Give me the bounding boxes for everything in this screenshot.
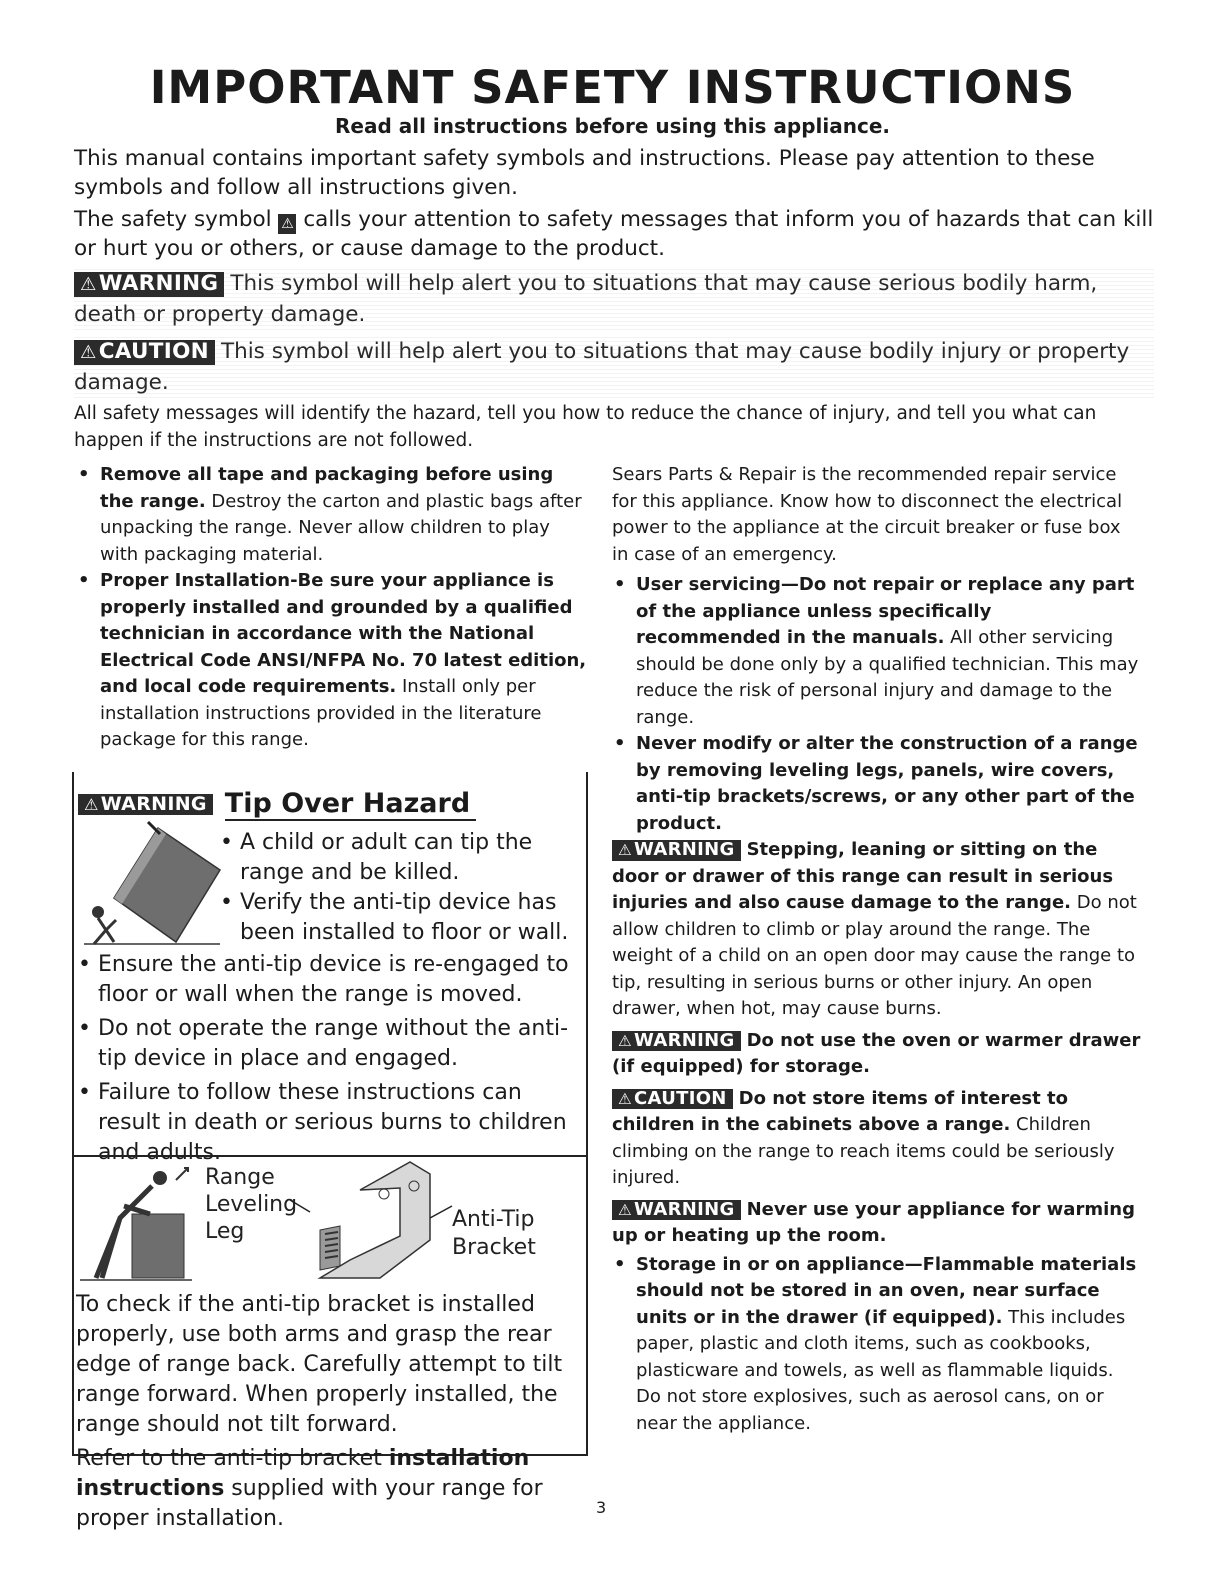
tip-figure-bullets (218, 828, 578, 948)
list-item: • Do not operate the range without the anti-tip device in place and engaged. (76, 1014, 574, 1074)
refer-paragraph: Refer to the anti-tip bracket installation instructions supplied with your range for proper installation. (76, 1446, 543, 1531)
label-range: Range (205, 1165, 275, 1190)
list-item: • Storage in or on appliance—Flammable materials should not be stored in an oven, near surface units or in the drawer (if equipped). This includes paper, plastic and cloth items, such as cookbooks, plasticware and towels, as well as flammable liquids. Do not store explosives, such as aerosol cans, on or near the appliance. (612, 1252, 1142, 1438)
safety-symbol-paragraph (74, 205, 1154, 263)
warning-triangle-icon: ⚠ (278, 214, 296, 234)
list-item: • Ensure the anti-tip device is re-engaged to floor or wall when the range is moved. (76, 950, 574, 1010)
anti-tip-bracket-illustration (280, 1160, 460, 1290)
safety-symbol-text-b: calls your attention to safety messages that inform you of hazards that can kill or hurt you or others, or cause damage to the product. (74, 207, 1154, 261)
label-anti-tip: Anti-Tip (452, 1207, 535, 1232)
warning-definition-text: This symbol will help alert you to situations that may cause serious bodily harm, death or property damage. (74, 271, 1098, 327)
tipping-range-illustration (84, 820, 234, 948)
warning-triangle-icon: ⚠ (618, 1200, 633, 1219)
safety-messages-paragraph: All safety messages will identify the hazard, tell you how to reduce the chance of injury, and tell you what can happen if the instructions are not followed. (74, 403, 1097, 451)
list-item: • Verify the anti-tip device has been installed to floor or wall. (218, 888, 578, 948)
warning-triangle-icon: ⚠ (80, 274, 97, 295)
warning-paragraph: ⚠ WARNING Never use your appliance for warming up or heating up the room. (612, 1198, 1135, 1246)
intro-paragraph: This manual contains important safety symbols and instructions. Please pay attention to these symbols and follow all instructions given. (74, 146, 1095, 200)
label-leveling: Leveling (205, 1192, 298, 1217)
person-tilting-range-illustration (80, 1162, 200, 1284)
safety-symbol-text-a: The safety symbol (74, 207, 272, 232)
caution-paragraph: ⚠ CAUTION Do not store items of interest to children in the cabinets above a range. Children climbing on the range to reach items could be seriously injured. (612, 1087, 1115, 1188)
caution-badge: ⚠ CAUTION (612, 1089, 733, 1110)
warning-triangle-icon: ⚠ (618, 1031, 633, 1050)
left-column (76, 462, 588, 754)
sears-paragraph: Sears Parts & Repair is the recommended repair service for this appliance. Know how to disconnect the electrical power to the appliance at the circuit breaker or fuse box in case of an emergency. (612, 464, 1123, 565)
divider (74, 1155, 586, 1157)
page-title: IMPORTANT SAFETY INSTRUCTIONS (149, 61, 1076, 114)
tip-check-text (76, 1290, 576, 1534)
warning-triangle-icon: ⚠ (80, 342, 97, 363)
right-column (612, 462, 1142, 1437)
tip-bullets (76, 950, 574, 1168)
list-item: • Remove all tape and packaging before using the range. Destroy the carton and plastic bags after unpacking the range. Never allow children to play with packaging material. (76, 462, 588, 568)
warning-badge: ⚠ WARNING (612, 1031, 741, 1052)
warning-triangle-icon: ⚠ (618, 1089, 633, 1108)
page-number: 3 (596, 1498, 607, 1517)
label-leg: Leg (205, 1219, 245, 1244)
caution-badge: ⚠CAUTION (74, 340, 215, 365)
caution-definition-text: This symbol will help alert you to situations that may cause bodily injury or property damage. (74, 339, 1130, 395)
warning-paragraph: ⚠ WARNING Stepping, leaning or sitting on the door or drawer of this range can result in serious injuries and also cause damage to the range. Do not allow children to climb or play around the range. The weight of a child on an open door may cause the range to tip, resulting in serious burns or other injury. An open drawer, when hot, may cause burns. (612, 839, 1137, 1019)
tip-over-header (78, 788, 476, 821)
list-item: • A child or adult can tip the range and be killed. (218, 828, 578, 888)
warning-badge: ⚠ WARNING (612, 840, 741, 861)
warning-definition (74, 268, 1154, 330)
warning-triangle-icon: ⚠ (618, 841, 633, 859)
page-subtitle: Read all instructions before using this appliance. (334, 114, 891, 138)
warning-paragraph: ⚠ WARNING Do not use the oven or warmer drawer (if equipped) for storage. (612, 1029, 1141, 1077)
list-item: • Failure to follow these instructions can result in death or serious burns to children and adults. (76, 1078, 574, 1168)
warning-triangle-icon: ⚠ (84, 794, 99, 814)
caution-definition (74, 336, 1154, 398)
label-bracket: Bracket (452, 1235, 536, 1260)
warning-badge: ⚠WARNING (74, 272, 224, 297)
list-item: • Proper Installation-Be sure your appliance is properly installed and grounded by a qualified technician in accordance with the National Electrical Code ANSI/NFPA No. 70 latest edition, and local code requirements. Install only per installation instructions provided in the literature package for this range. (76, 568, 588, 754)
list-item: • User servicing—Do not repair or replace any part of the appliance unless specifically recommended in the manuals. All other servicing should be done only by a qualified technician. This may reduce the risk of personal injury and damage to the range. (612, 572, 1142, 731)
check-paragraph: To check if the anti-tip bracket is installed properly, use both arms and grasp the rear edge of range back. Carefully attempt to tilt range forward. When properly installed, the range should not tilt forward. (76, 1292, 563, 1437)
warning-badge: ⚠ WARNING (78, 794, 213, 816)
warning-badge: ⚠ WARNING (612, 1200, 741, 1221)
list-item: • Never modify or alter the construction of a range by removing leveling legs, panels, wire covers, anti-tip brackets/screws, or any other part of the product. (612, 731, 1142, 837)
tip-over-heading: Tip Over Hazard (225, 788, 476, 821)
